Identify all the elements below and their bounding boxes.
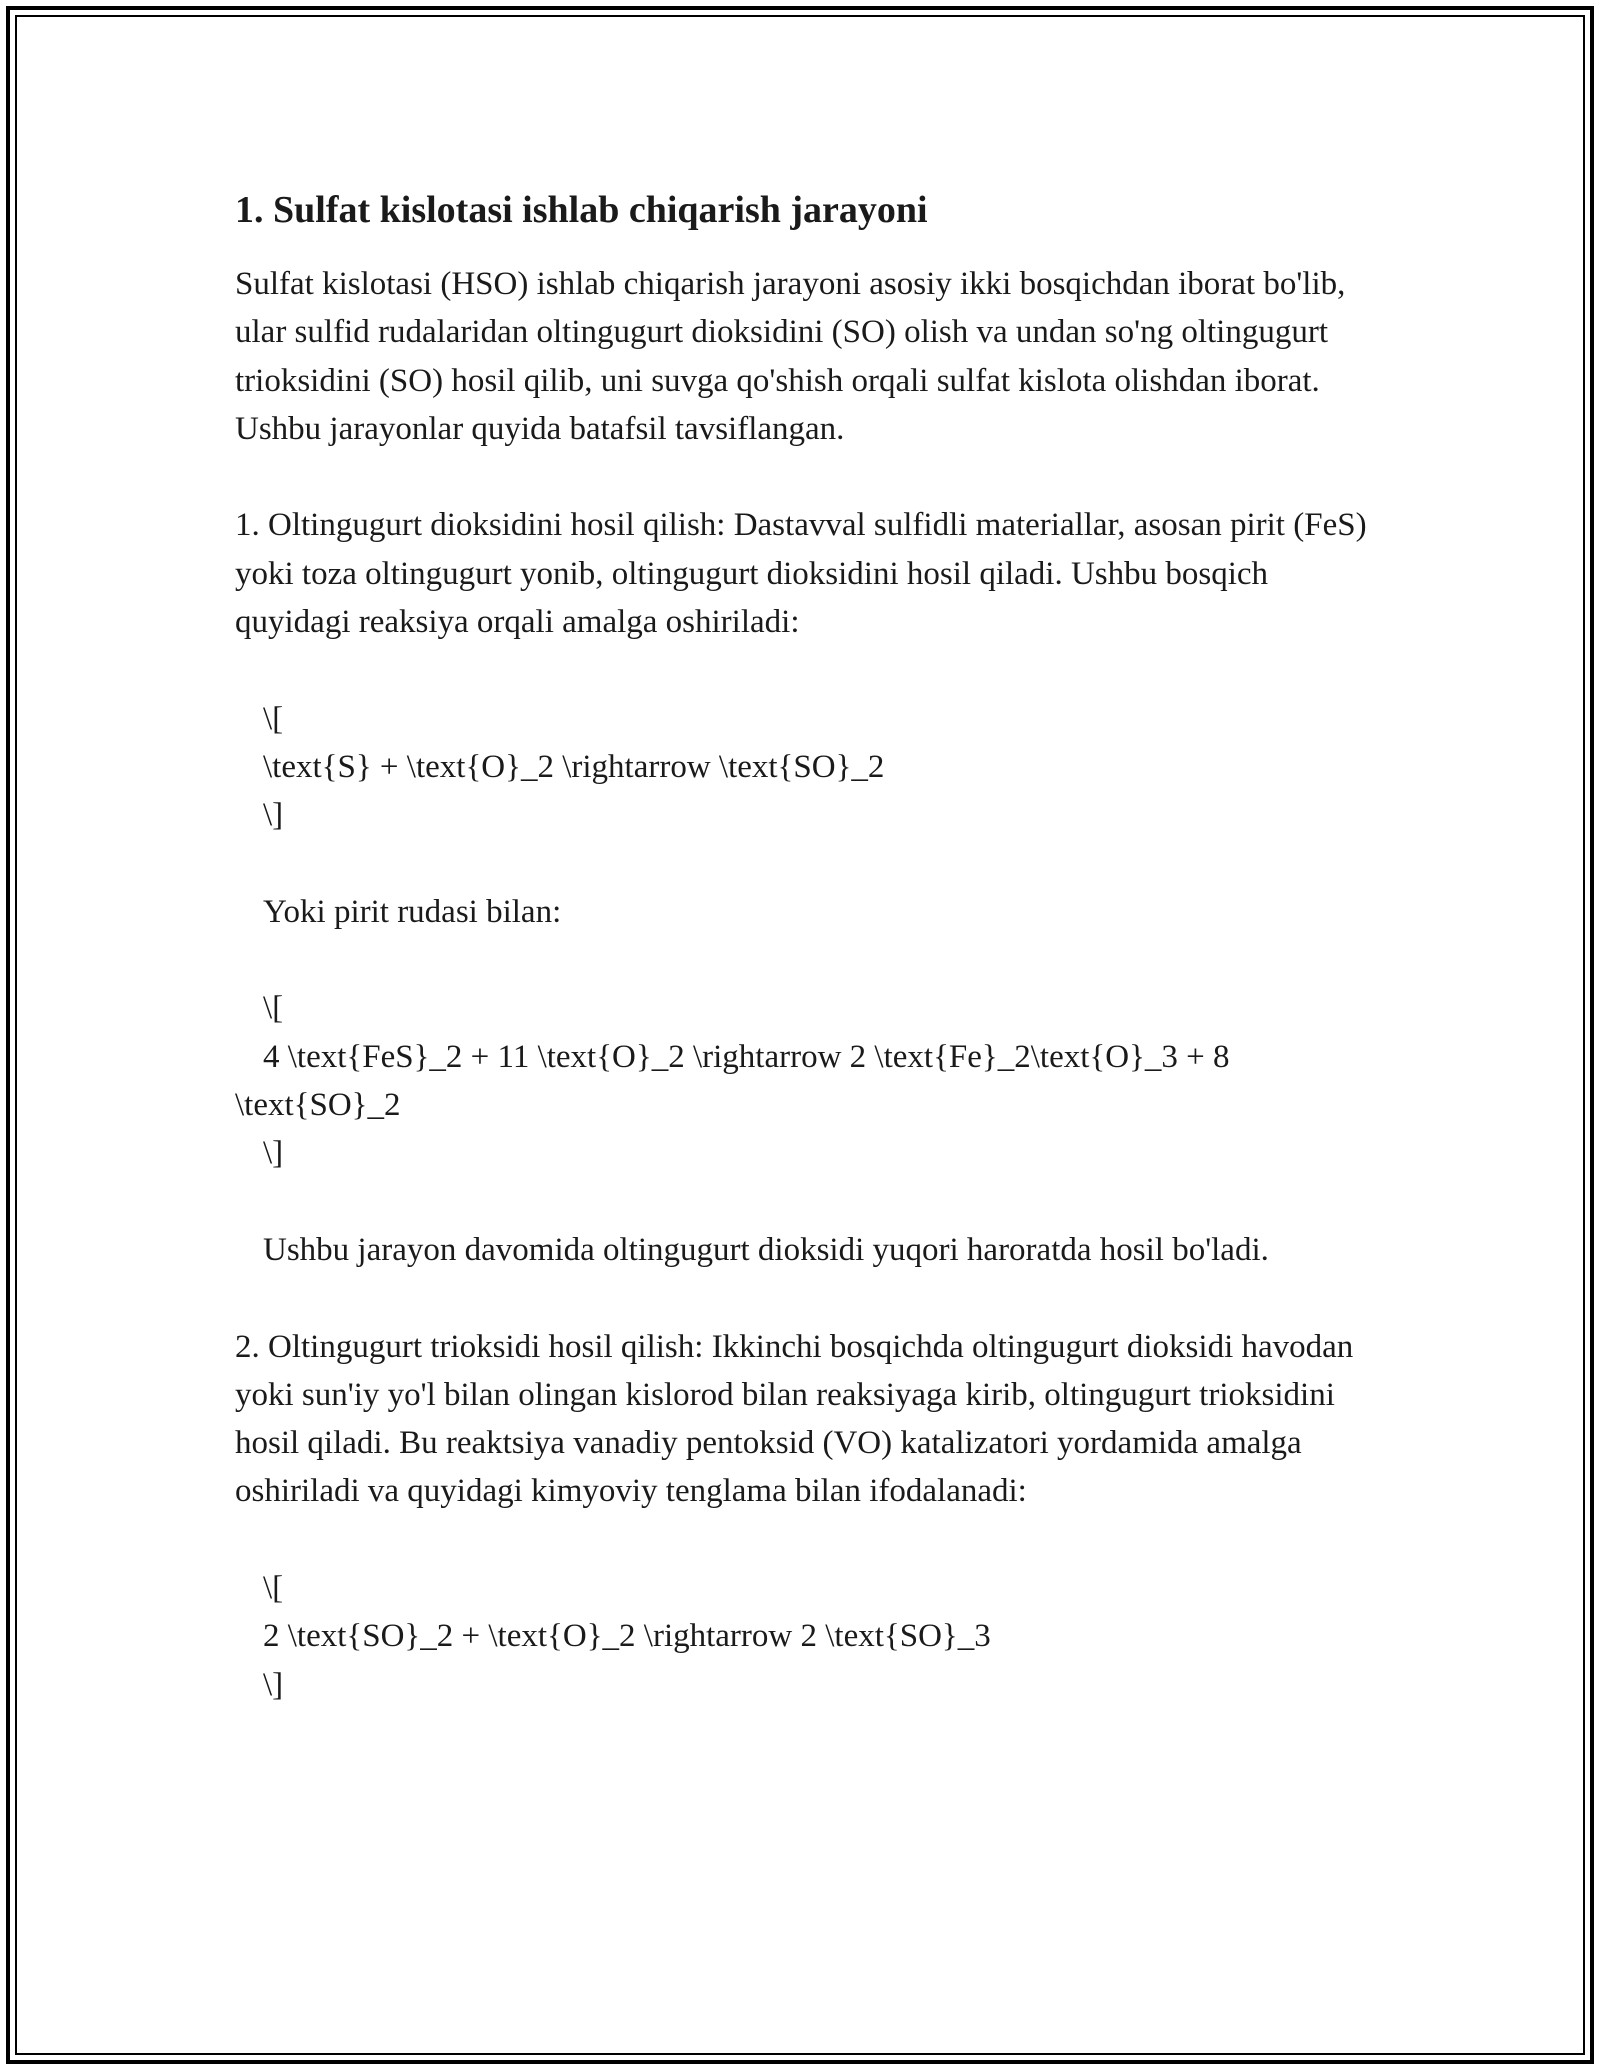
- equation-pyrite-roasting: 4 \text{FeS}_2 + 11 \text{O}_2 \rightarrow 2 \text{Fe}_2\text{O}_3 + 8 \text{SO}_2: [235, 1038, 1230, 1124]
- spacer: [235, 1516, 1370, 1564]
- equation-block-1: [235, 695, 1370, 840]
- pyrite-intro-text: Yoki pirit rudasi bilan:: [263, 893, 562, 930]
- equation-block-2: [235, 984, 1370, 1177]
- equation-open-delimiter: \[: [263, 990, 284, 1027]
- spacer: [235, 1274, 1370, 1322]
- equation-open-delimiter: \[: [263, 1570, 284, 1607]
- spacer: [235, 646, 1370, 694]
- equation-close-delimiter: \]: [263, 797, 284, 834]
- equation-so3-formation: 2 \text{SO}_2 + \text{O}_2 \rightarrow 2 \text{SO}_3: [263, 1618, 991, 1655]
- step1-paragraph: 1. Oltingugurt dioksidini hosil qilish: Dastavval sulfidli materiallar, asosan pirit (FeS) yoki toza oltingugurt yonib, oltingugurt dioksidini hosil qiladi. Ushbu bosqich quyidagi reaksiya orqali amalga oshiriladi:: [235, 507, 1367, 641]
- document-body: [235, 186, 1370, 1709]
- equation-close-delimiter: \]: [263, 1666, 284, 1703]
- step2-paragraph: 2. Oltingugurt trioksidi hosil qilish: Ikkinchi bosqichda oltingugurt dioksidi havodan yoki sun'iy yo'l bilan olingan kislorod bilan reaksiyaga kirib, oltingugurt trioksidini hosil qiladi. Bu reaktsiya vanadiy pentoksid (VO) katalizatori yordamida amalga oshiriladi va quyidagi kimyoviy tenglama bilan ifodalanadi:: [235, 1328, 1354, 1510]
- spacer: [235, 1178, 1370, 1226]
- spacer: [235, 936, 1370, 984]
- spacer: [235, 840, 1370, 888]
- equation-open-delimiter: \[: [263, 700, 284, 737]
- section-heading: 1. Sulfat kislotasi ishlab chiqarish jarayoni: [235, 189, 928, 231]
- equation-close-delimiter: \]: [263, 1135, 284, 1172]
- step1-note: Ushbu jarayon davomida oltingugurt dioksidi yuqori haroratda hosil bo'ladi.: [263, 1231, 1269, 1268]
- spacer: [235, 453, 1370, 501]
- equation-sulfur-combustion: \text{S} + \text{O}_2 \rightarrow \text{SO}_2: [263, 748, 885, 785]
- equation-block-3: [235, 1564, 1370, 1709]
- intro-paragraph: Sulfat kislotasi (HSO) ishlab chiqarish jarayoni asosiy ikki bosqichdan iborat bo'lib, ular sulfid rudalaridan oltingugurt dioksidini (SO) olish va undan so'ng oltingugurt trioksidini (SO) hosil qilib, uni suvga qo'shish orqali sulfat kislota olishdan iborat. Ushbu jarayonlar quyida batafsil tavsiflangan.: [235, 266, 1346, 447]
